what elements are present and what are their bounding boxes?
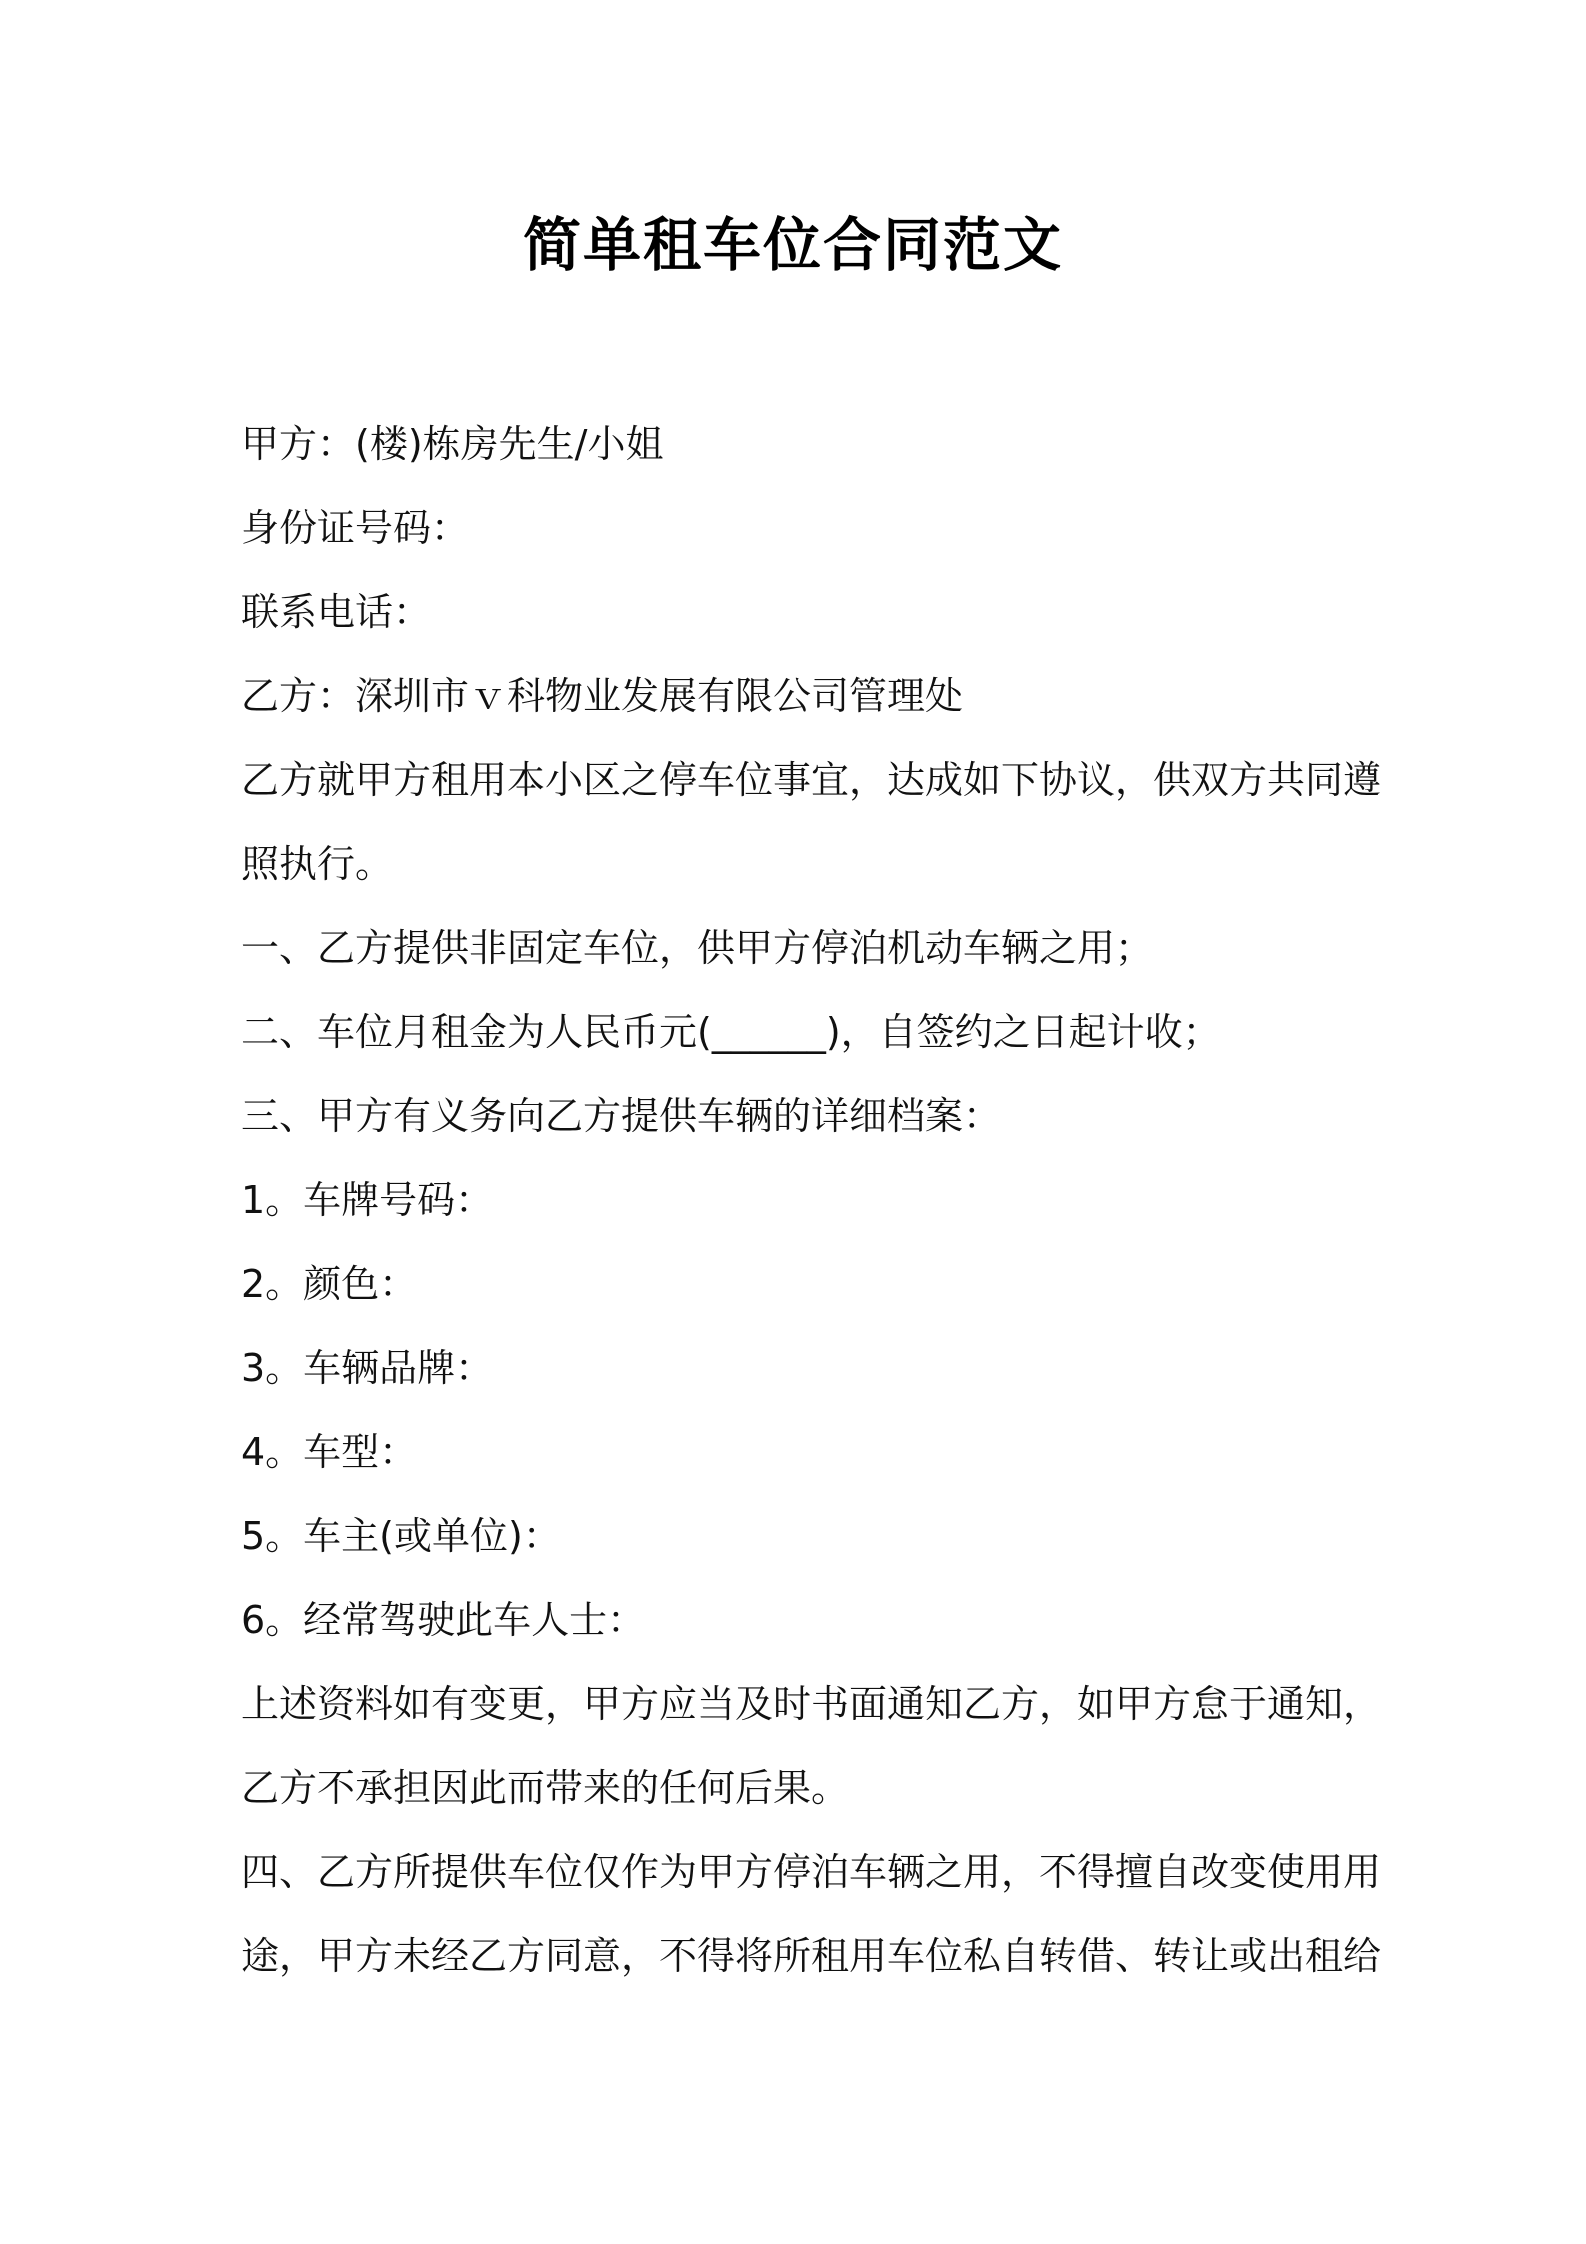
party-a-line: 甲方：(楼)栋房先生/小姐 bbox=[241, 422, 664, 466]
phone-line: 联系电话： bbox=[241, 590, 432, 634]
clause-1: 一、乙方提供非固定车位，供甲方停泊机动车辆之用； bbox=[241, 926, 1154, 970]
vehicle-owner-line: 5。车主(或单位)： bbox=[241, 1514, 561, 1558]
clause-4-line-2: 途，甲方未经乙方同意，不得将所租用车位私自转借、转让或出租给 bbox=[241, 1934, 1382, 1978]
party-b-line: 乙方：深圳市ｖ科物业发展有限公司管理处 bbox=[241, 674, 964, 718]
change-notice-line-1: 上述资料如有变更，甲方应当及时书面通知乙方，如甲方怠于通知， bbox=[241, 1682, 1382, 1726]
document-body bbox=[241, 402, 1382, 1998]
vehicle-color-line: 2。颜色： bbox=[241, 1262, 418, 1306]
agreement-intro-line-2: 照执行。 bbox=[241, 842, 394, 886]
vehicle-driver-line: 6。经常驾驶此车人士： bbox=[241, 1598, 646, 1642]
clause-2: 二、车位月租金为人民币元(______)，自签约之日起计收； bbox=[241, 1010, 1221, 1054]
vehicle-model-line: 4。车型： bbox=[241, 1430, 418, 1474]
clause-3: 三、甲方有义务向乙方提供车辆的详细档案： bbox=[241, 1094, 1002, 1138]
vehicle-brand-line: 3。车辆品牌： bbox=[241, 1346, 494, 1390]
vehicle-plate-line: 1。车牌号码： bbox=[241, 1178, 494, 1222]
clause-4-line-1: 四、乙方所提供车位仅作为甲方停泊车辆之用，不得擅自改变使用用 bbox=[241, 1850, 1382, 1894]
document-title: 简单租车位合同范文 bbox=[522, 211, 1063, 279]
id-number-line: 身份证号码： bbox=[241, 506, 470, 550]
agreement-intro-line-1: 乙方就甲方租用本小区之停车位事宜，达成如下协议，供双方共同遵 bbox=[241, 758, 1382, 802]
change-notice-line-2: 乙方不承担因此而带来的任何后果。 bbox=[241, 1766, 850, 1810]
